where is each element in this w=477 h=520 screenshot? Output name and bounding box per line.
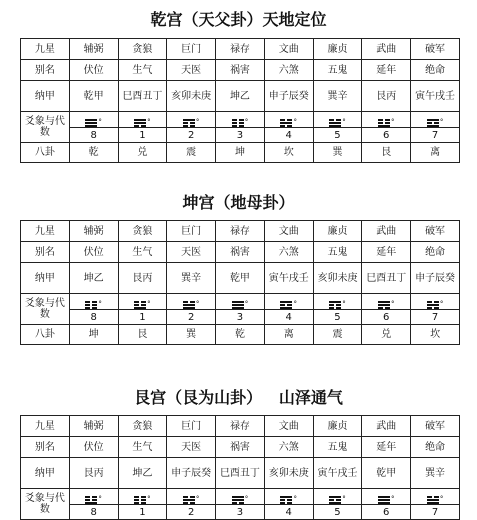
trigram-lines-icon [378,119,395,127]
yang-line-icon [85,502,97,504]
yang-line-icon [329,122,341,124]
circle-mark-icon: ° [244,494,249,503]
cell-trigram: 坤 [216,143,265,163]
cell-najia: 亥卯未庚 [313,263,362,294]
yang-line-icon [329,496,341,498]
trigram-symbol-icon [216,294,265,310]
cell-number: 6 [362,128,411,143]
trigram-symbol-icon [362,489,411,505]
trigram-lines-icon [232,119,249,127]
row-header-stars: 九星 [21,416,70,437]
circle-mark-icon: ° [98,299,102,308]
yang-line-icon [378,499,390,501]
yin-line-icon [85,301,97,303]
cell-trigram: 艮 [118,325,167,345]
circle-mark-icon: ° [342,494,346,503]
cell-star: 禄存 [216,221,265,242]
cell-najia: 巽辛 [411,458,460,489]
circle-mark-icon: ° [195,299,200,308]
cell-number: 7 [411,310,460,325]
circle-mark-icon: ° [147,299,151,308]
yin-line-icon [232,125,244,127]
trigram-lines-icon [134,301,151,309]
circle-mark-icon: ° [293,494,297,503]
trigram-lines-icon [85,496,102,504]
cell-number: 8 [69,128,118,143]
section-title-gen: 艮宫（艮为山卦） 山泽通气 [134,388,343,407]
cell-najia: 寅午戌壬 [264,263,313,294]
cell-number: 3 [216,310,265,325]
cell-number: 8 [69,310,118,325]
cell-najia: 申子辰癸 [167,458,216,489]
row-najia [21,458,460,489]
yin-line-icon [280,499,292,501]
cell-star: 文曲 [264,416,313,437]
trigram-symbol-icon [216,112,265,128]
row-header-najia: 纳甲 [21,458,70,489]
trigram-symbol-icon [167,294,216,310]
row-stars [21,221,460,242]
trigram-lines-icon [232,496,249,504]
yang-line-icon [378,125,390,127]
yin-line-icon [329,307,341,309]
row-najia [21,263,460,294]
row-stars [21,39,460,60]
circle-mark-icon: ° [195,117,200,126]
cell-number: 2 [167,310,216,325]
yin-line-icon [378,307,390,309]
cell-trigram: 乾 [216,325,265,345]
cell-alias: 伏位 [69,437,118,458]
yin-line-icon [183,502,195,504]
trigram-symbol-icon [118,489,167,505]
circle-mark-icon: ° [439,299,444,308]
cell-alias: 绝命 [411,242,460,263]
cell-number: 6 [362,505,411,520]
yin-line-icon [329,304,341,306]
row-header-stars: 九星 [21,221,70,242]
circle-mark-icon: ° [147,117,151,126]
cell-najia: 巳酉丑丁 [216,458,265,489]
cell-alias: 五鬼 [313,437,362,458]
cell-number: 4 [264,310,313,325]
cell-alias: 六煞 [264,242,313,263]
row-numbers [21,128,460,143]
yin-line-icon [85,304,97,306]
yin-line-icon [280,502,292,504]
yin-line-icon [232,122,244,124]
trigram-lines-icon [329,301,346,309]
cell-najia: 巽辛 [313,81,362,112]
trigram-lines-icon [183,496,200,504]
cell-najia: 艮丙 [118,263,167,294]
circle-mark-icon: ° [147,494,151,503]
cell-star: 巨门 [167,39,216,60]
trigram-symbol-icon [313,294,362,310]
cell-alias: 天医 [167,242,216,263]
row-trigrams [21,325,460,345]
cell-najia: 申子辰癸 [411,263,460,294]
cell-number: 7 [411,128,460,143]
row-header-aliases: 别名 [21,60,70,81]
cell-alias: 生气 [118,242,167,263]
trigram-symbol-icon [362,294,411,310]
yin-line-icon [85,496,97,498]
circle-mark-icon: ° [342,117,346,126]
row-header-aliases: 别名 [21,437,70,458]
yin-line-icon [183,496,195,498]
cell-alias: 延年 [362,60,411,81]
cell-alias: 六煞 [264,437,313,458]
cell-alias: 天医 [167,60,216,81]
yin-line-icon [134,304,146,306]
yang-line-icon [329,125,341,127]
cell-najia: 坤乙 [69,263,118,294]
trigram-symbol-icon [411,294,460,310]
trigram-symbol-icon [264,294,313,310]
cell-najia: 乾甲 [362,458,411,489]
yang-line-icon [232,307,244,309]
cell-number: 8 [69,505,118,520]
cell-alias: 生气 [118,437,167,458]
yang-line-icon [134,307,146,309]
yin-line-icon [183,125,195,127]
trigram-symbol-icon [69,294,118,310]
cell-star: 文曲 [264,39,313,60]
cell-star: 武曲 [362,221,411,242]
cell-number: 2 [167,128,216,143]
cell-najia: 乾甲 [216,263,265,294]
row-numbers [21,310,460,325]
cell-star: 贪狼 [118,39,167,60]
yang-line-icon [232,499,244,501]
row-header-najia: 纳甲 [21,263,70,294]
cell-trigram: 兑 [118,143,167,163]
yin-line-icon [134,125,146,127]
row-header-yao: 爻象与代数 [21,489,70,520]
trigram-lines-icon [329,496,346,504]
cell-star: 贪狼 [118,416,167,437]
cell-trigram: 巽 [313,143,362,163]
row-najia [21,81,460,112]
circle-mark-icon: ° [439,117,444,126]
cell-najia: 申子辰癸 [264,81,313,112]
cell-alias: 祸害 [216,242,265,263]
yin-line-icon [134,496,146,498]
cell-najia: 巽辛 [167,263,216,294]
yin-line-icon [134,502,146,504]
gua-table-gen [20,415,460,520]
cell-najia: 艮丙 [362,81,411,112]
row-stars [21,416,460,437]
yang-line-icon [183,307,195,309]
trigram-symbol-icon [411,489,460,505]
row-header-trigrams: 八卦 [21,325,70,345]
yin-line-icon [134,499,146,501]
cell-number: 3 [216,505,265,520]
yin-line-icon [329,119,341,121]
cell-trigram: 兑 [362,325,411,345]
row-header-najia: 纳甲 [21,81,70,112]
cell-alias: 天医 [167,437,216,458]
cell-najia: 艮丙 [69,458,118,489]
yang-line-icon [232,304,244,306]
gua-table-qian [20,38,460,163]
cell-trigram: 坎 [264,143,313,163]
row-header-aliases: 别名 [21,242,70,263]
cell-trigram: 震 [167,143,216,163]
row-header-trigrams: 八卦 [21,143,70,163]
circle-mark-icon: ° [390,494,395,503]
cell-star: 禄存 [216,39,265,60]
trigram-lines-icon [134,119,151,127]
trigram-lines-icon [378,496,395,504]
cell-number: 5 [313,310,362,325]
circle-mark-icon: ° [390,117,395,126]
cell-star: 辅弼 [69,221,118,242]
yang-line-icon [183,304,195,306]
yin-line-icon [85,499,97,501]
cell-alias: 五鬼 [313,242,362,263]
cell-najia: 亥卯未庚 [167,81,216,112]
cell-number: 5 [313,128,362,143]
trigram-symbol-icon [216,489,265,505]
cell-trigram: 乾 [69,143,118,163]
gua-table-kun [20,220,460,345]
row-aliases [21,60,460,81]
circle-mark-icon: ° [342,299,346,308]
cell-star: 禄存 [216,416,265,437]
yin-line-icon [427,301,439,303]
cell-najia: 坤乙 [216,81,265,112]
cell-trigram: 巽 [167,325,216,345]
yin-line-icon [280,304,292,306]
cell-star: 巨门 [167,416,216,437]
trigram-lines-icon [378,301,395,309]
yang-line-icon [134,122,146,124]
yang-line-icon [85,125,97,127]
cell-alias: 延年 [362,437,411,458]
yin-line-icon [232,119,244,121]
trigram-symbol-icon [69,489,118,505]
row-yao [21,112,460,128]
cell-trigram: 离 [411,143,460,163]
circle-mark-icon: ° [244,299,249,308]
cell-number: 3 [216,128,265,143]
yang-line-icon [427,125,439,127]
cell-number: 5 [313,505,362,520]
trigram-symbol-icon [167,489,216,505]
cell-najia: 寅午戌壬 [313,458,362,489]
cell-alias: 祸害 [216,437,265,458]
cell-star: 武曲 [362,39,411,60]
row-yao [21,294,460,310]
row-header-yao: 爻象与代数 [21,294,70,325]
trigram-lines-icon [232,301,249,309]
cell-star: 巨门 [167,221,216,242]
yin-line-icon [232,502,244,504]
cell-star: 文曲 [264,221,313,242]
cell-star: 破军 [411,221,460,242]
trigram-lines-icon [280,119,297,127]
yang-line-icon [329,502,341,504]
yang-line-icon [329,301,341,303]
cell-najia: 坤乙 [118,458,167,489]
circle-mark-icon: ° [98,494,102,503]
cell-alias: 伏位 [69,60,118,81]
yin-line-icon [427,496,439,498]
yang-line-icon [232,301,244,303]
row-header-yao: 爻象与代数 [21,112,70,143]
trigram-lines-icon [85,119,102,127]
circle-mark-icon: ° [293,117,297,126]
cell-trigram: 坎 [411,325,460,345]
cell-alias: 五鬼 [313,60,362,81]
cell-number: 1 [118,310,167,325]
cell-star: 廉贞 [313,416,362,437]
row-header-stars: 九星 [21,39,70,60]
yang-line-icon [427,499,439,501]
yang-line-icon [378,304,390,306]
cell-number: 1 [118,128,167,143]
yang-line-icon [280,496,292,498]
circle-mark-icon: ° [293,299,297,308]
cell-najia: 乾甲 [69,81,118,112]
circle-mark-icon: ° [195,494,200,503]
cell-number: 2 [167,505,216,520]
trigram-symbol-icon [313,489,362,505]
yang-line-icon [85,122,97,124]
yang-line-icon [183,499,195,501]
trigram-lines-icon [134,496,151,504]
cell-alias: 绝命 [411,437,460,458]
yang-line-icon [232,496,244,498]
trigram-symbol-icon [167,112,216,128]
row-aliases [21,437,460,458]
yang-line-icon [378,496,390,498]
yang-line-icon [378,502,390,504]
trigram-lines-icon [183,119,200,127]
cell-star: 破军 [411,39,460,60]
trigram-symbol-icon [118,294,167,310]
cell-number: 4 [264,505,313,520]
yang-line-icon [280,122,292,124]
trigram-symbol-icon [313,112,362,128]
cell-star: 廉贞 [313,39,362,60]
yin-line-icon [183,122,195,124]
row-trigrams [21,143,460,163]
cell-number: 1 [118,505,167,520]
trigram-symbol-icon [264,489,313,505]
cell-najia: 亥卯未庚 [264,458,313,489]
yin-line-icon [183,301,195,303]
yin-line-icon [427,307,439,309]
yin-line-icon [329,499,341,501]
trigram-symbol-icon [264,112,313,128]
cell-number: 4 [264,128,313,143]
yang-line-icon [85,119,97,121]
trigram-lines-icon [329,119,346,127]
circle-mark-icon: ° [439,494,444,503]
cell-trigram: 坤 [69,325,118,345]
yang-line-icon [427,502,439,504]
row-numbers [21,505,460,520]
cell-alias: 伏位 [69,242,118,263]
yang-line-icon [378,301,390,303]
cell-star: 破军 [411,416,460,437]
cell-star: 贪狼 [118,221,167,242]
trigram-lines-icon [427,301,444,309]
cell-star: 辅弼 [69,39,118,60]
yang-line-icon [427,119,439,121]
yin-line-icon [427,122,439,124]
cell-trigram: 离 [264,325,313,345]
cell-alias: 六煞 [264,60,313,81]
cell-trigram: 艮 [362,143,411,163]
cell-najia: 巳酉丑丁 [362,263,411,294]
yin-line-icon [85,307,97,309]
yang-line-icon [280,301,292,303]
cell-trigram: 震 [313,325,362,345]
yin-line-icon [280,119,292,121]
cell-alias: 延年 [362,242,411,263]
cell-alias: 祸害 [216,60,265,81]
cell-number: 6 [362,310,411,325]
cell-alias: 生气 [118,60,167,81]
circle-mark-icon: ° [244,117,249,126]
trigram-lines-icon [183,301,200,309]
cell-star: 武曲 [362,416,411,437]
trigram-symbol-icon [69,112,118,128]
section-title-qian: 乾宫（天父卦）天地定位 [150,10,327,29]
cell-najia: 寅午戌壬 [411,81,460,112]
cell-star: 辅弼 [69,416,118,437]
section-title-kun: 坤宫（地母卦） [182,193,295,212]
yang-line-icon [280,307,292,309]
trigram-lines-icon [280,301,297,309]
yin-line-icon [280,125,292,127]
yin-line-icon [378,119,390,121]
yang-line-icon [134,119,146,121]
cell-alias: 绝命 [411,60,460,81]
circle-mark-icon: ° [98,117,102,126]
row-yao [21,489,460,505]
circle-mark-icon: ° [390,299,395,308]
yin-line-icon [378,122,390,124]
trigram-lines-icon [427,496,444,504]
yang-line-icon [427,304,439,306]
cell-star: 廉贞 [313,221,362,242]
cell-najia: 巳酉丑丁 [118,81,167,112]
trigram-lines-icon [427,119,444,127]
cell-number: 7 [411,505,460,520]
trigram-symbol-icon [362,112,411,128]
row-aliases [21,242,460,263]
trigram-lines-icon [280,496,297,504]
yang-line-icon [183,119,195,121]
trigram-lines-icon [85,301,102,309]
yin-line-icon [134,301,146,303]
trigram-symbol-icon [411,112,460,128]
trigram-symbol-icon [118,112,167,128]
